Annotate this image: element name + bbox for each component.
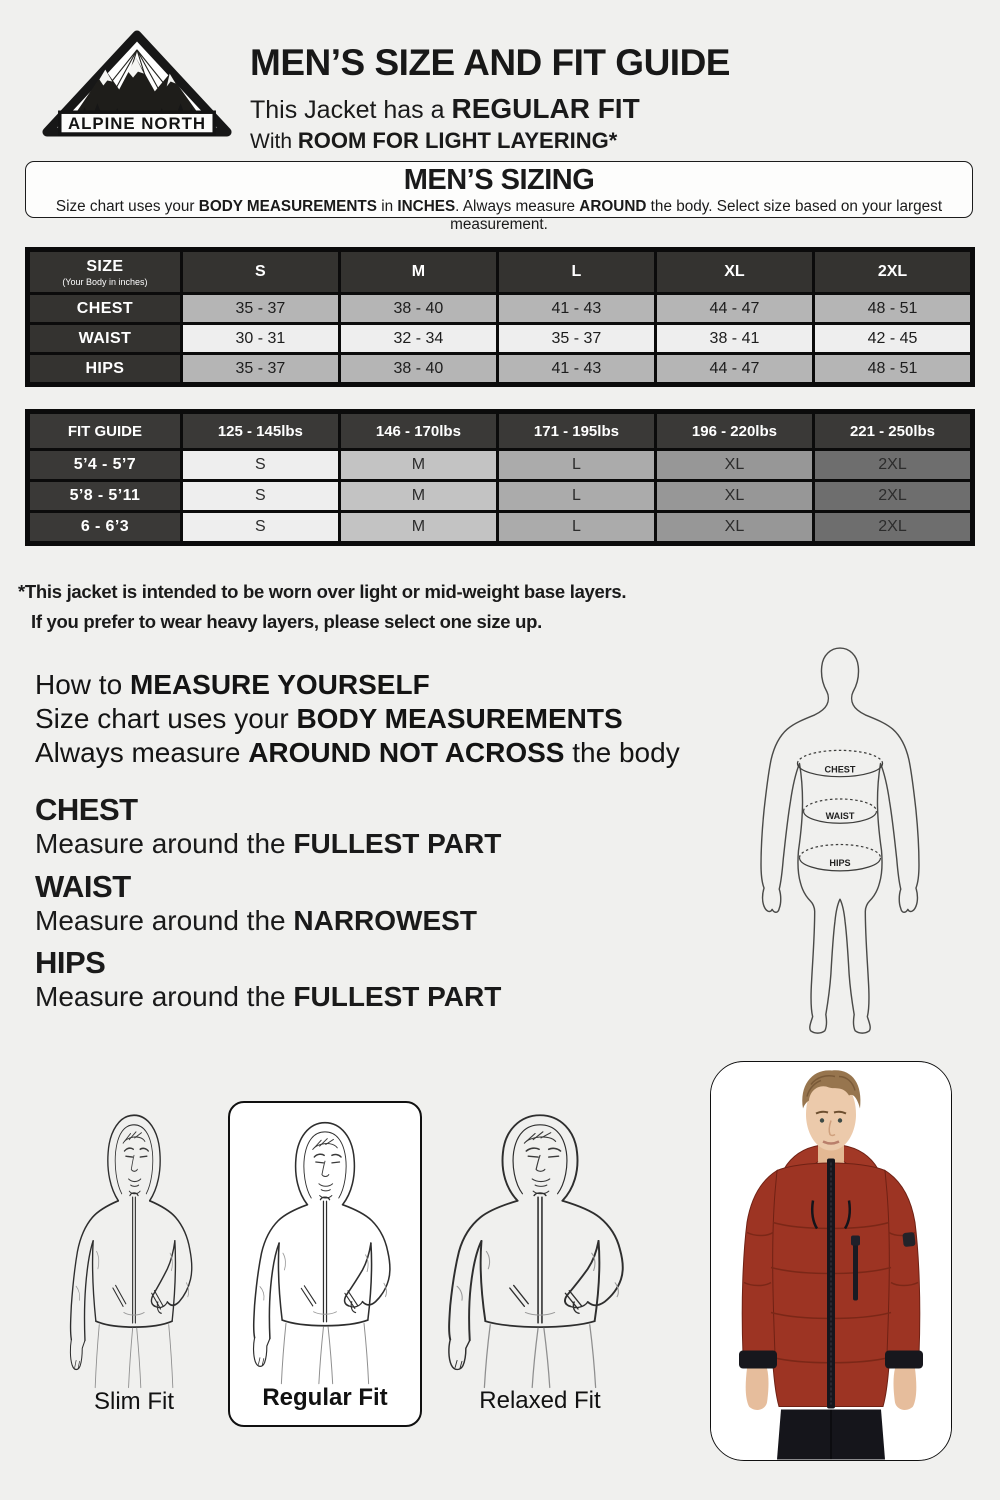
weight-col-2: 146 - 170lbs (341, 414, 496, 448)
relaxed-fit-label: Relaxed Fit (479, 1387, 601, 1414)
cell: L (499, 451, 654, 479)
relaxed-fit-illustration (438, 1103, 642, 1391)
cell: XL (657, 482, 812, 510)
cell: 48 - 51 (815, 295, 970, 322)
header (250, 42, 970, 154)
layering-subtitle: With ROOM FOR LIGHT LAYERING* (250, 128, 618, 153)
alpine-north-logo (38, 28, 236, 142)
row-label-hips: HIPS (30, 355, 180, 382)
how-to-measure: How to MEASURE YOURSELF Size chart uses your BODY MEASUREMENTS Always measure AROUND NOT ACROSS the body (35, 669, 680, 768)
col-header-m: M (341, 252, 496, 292)
cell: 41 - 43 (499, 355, 654, 382)
table-row (30, 482, 970, 510)
cell: S (183, 513, 338, 541)
mens-sizing-panel (25, 161, 973, 233)
cell: XL (657, 451, 812, 479)
mens-sizing-description: Size chart uses your BODY MEASUREMENTS in INCHES. Always measure AROUND the body. Select size based on your largest measurement. (55, 198, 943, 233)
row-label-chest: CHEST (30, 295, 180, 322)
table-row (30, 325, 970, 352)
cell: M (341, 451, 496, 479)
cell: 38 - 41 (657, 325, 812, 352)
cell: 35 - 37 (499, 325, 654, 352)
cell: 32 - 34 (341, 325, 496, 352)
col-header-xl: XL (657, 252, 812, 292)
chest-instructions: CHEST Measure around the FULLEST PART (35, 792, 502, 859)
weight-col-1: 125 - 145lbs (183, 414, 338, 448)
weight-col-5: 221 - 250lbs (815, 414, 970, 448)
photo-cuff-right (885, 1351, 923, 1369)
hips-instructions: HIPS Measure around the FULLEST PART (35, 945, 502, 1012)
diagram-chest-label: CHEST (824, 764, 856, 775)
cell: 35 - 37 (183, 295, 338, 322)
cell: M (341, 513, 496, 541)
cell: 41 - 43 (499, 295, 654, 322)
diagram-waist-label: WAIST (825, 811, 855, 822)
cell: 48 - 51 (815, 355, 970, 382)
slim-fit-label: Slim Fit (94, 1388, 174, 1415)
row-label-waist: WAIST (30, 325, 180, 352)
height-row-3: 6 - 6’3 (30, 513, 180, 541)
regular-fit-illustration (237, 1111, 413, 1387)
body-outline (761, 648, 919, 1033)
logo-brand-text: ALPINE NORTH (67, 114, 207, 134)
col-header-2xl: 2XL (815, 252, 970, 292)
cell: 44 - 47 (657, 355, 812, 382)
cell: 30 - 31 (183, 325, 338, 352)
size-table-corner: SIZE (Your Body in inches) (30, 252, 180, 292)
cell: L (499, 482, 654, 510)
height-row-1: 5’4 - 5’7 (30, 451, 180, 479)
diagram-hips-label: HIPS (829, 857, 851, 868)
layering-note (18, 577, 626, 637)
cell: 2XL (815, 451, 970, 479)
col-header-l: L (499, 252, 654, 292)
cell: 2XL (815, 482, 970, 510)
cell: S (183, 482, 338, 510)
weight-col-4: 196 - 220lbs (657, 414, 812, 448)
photo-cuff-left (739, 1351, 777, 1369)
fit-guide-table (25, 409, 975, 546)
cell: 38 - 40 (341, 355, 496, 382)
waist-instructions: WAIST Measure around the NARROWEST (35, 869, 477, 936)
cell: XL (657, 513, 812, 541)
cell: L (499, 513, 654, 541)
cell: 44 - 47 (657, 295, 812, 322)
product-photo (710, 1061, 952, 1461)
slim-fit-illustration (45, 1103, 223, 1391)
fit-subtitle: This Jacket has a REGULAR FIT (250, 93, 640, 124)
note-line-2: If you prefer to wear heavy layers, please select one size up. (31, 611, 542, 632)
cell: 38 - 40 (341, 295, 496, 322)
photo-chest-pocket-zipper (853, 1243, 858, 1301)
table-row (30, 513, 970, 541)
photo-hand-right (894, 1369, 917, 1410)
photo-sleeve-logo-patch (902, 1232, 915, 1247)
table-row (30, 451, 970, 479)
regular-fit-card (228, 1101, 422, 1427)
cell: 42 - 45 (815, 325, 970, 352)
mens-sizing-title: MEN’S SIZING (403, 164, 595, 196)
table-row (30, 355, 970, 382)
body-measurement-diagram (750, 642, 930, 1042)
height-row-2: 5’8 - 5’11 (30, 482, 180, 510)
cell: M (341, 482, 496, 510)
regular-fit-label: Regular Fit (262, 1384, 388, 1411)
page-title: MEN’S SIZE AND FIT GUIDE (250, 42, 730, 83)
weight-col-3: 171 - 195lbs (499, 414, 654, 448)
col-header-s: S (183, 252, 338, 292)
size-table (25, 247, 975, 387)
photo-hand-left (746, 1369, 769, 1410)
cell: 2XL (815, 513, 970, 541)
note-line-1: *This jacket is intended to be worn over light or mid-weight base layers. (18, 581, 627, 602)
cell: 35 - 37 (183, 355, 338, 382)
cell: S (183, 451, 338, 479)
fit-guide-corner: FIT GUIDE (30, 414, 180, 448)
table-row (30, 295, 970, 322)
